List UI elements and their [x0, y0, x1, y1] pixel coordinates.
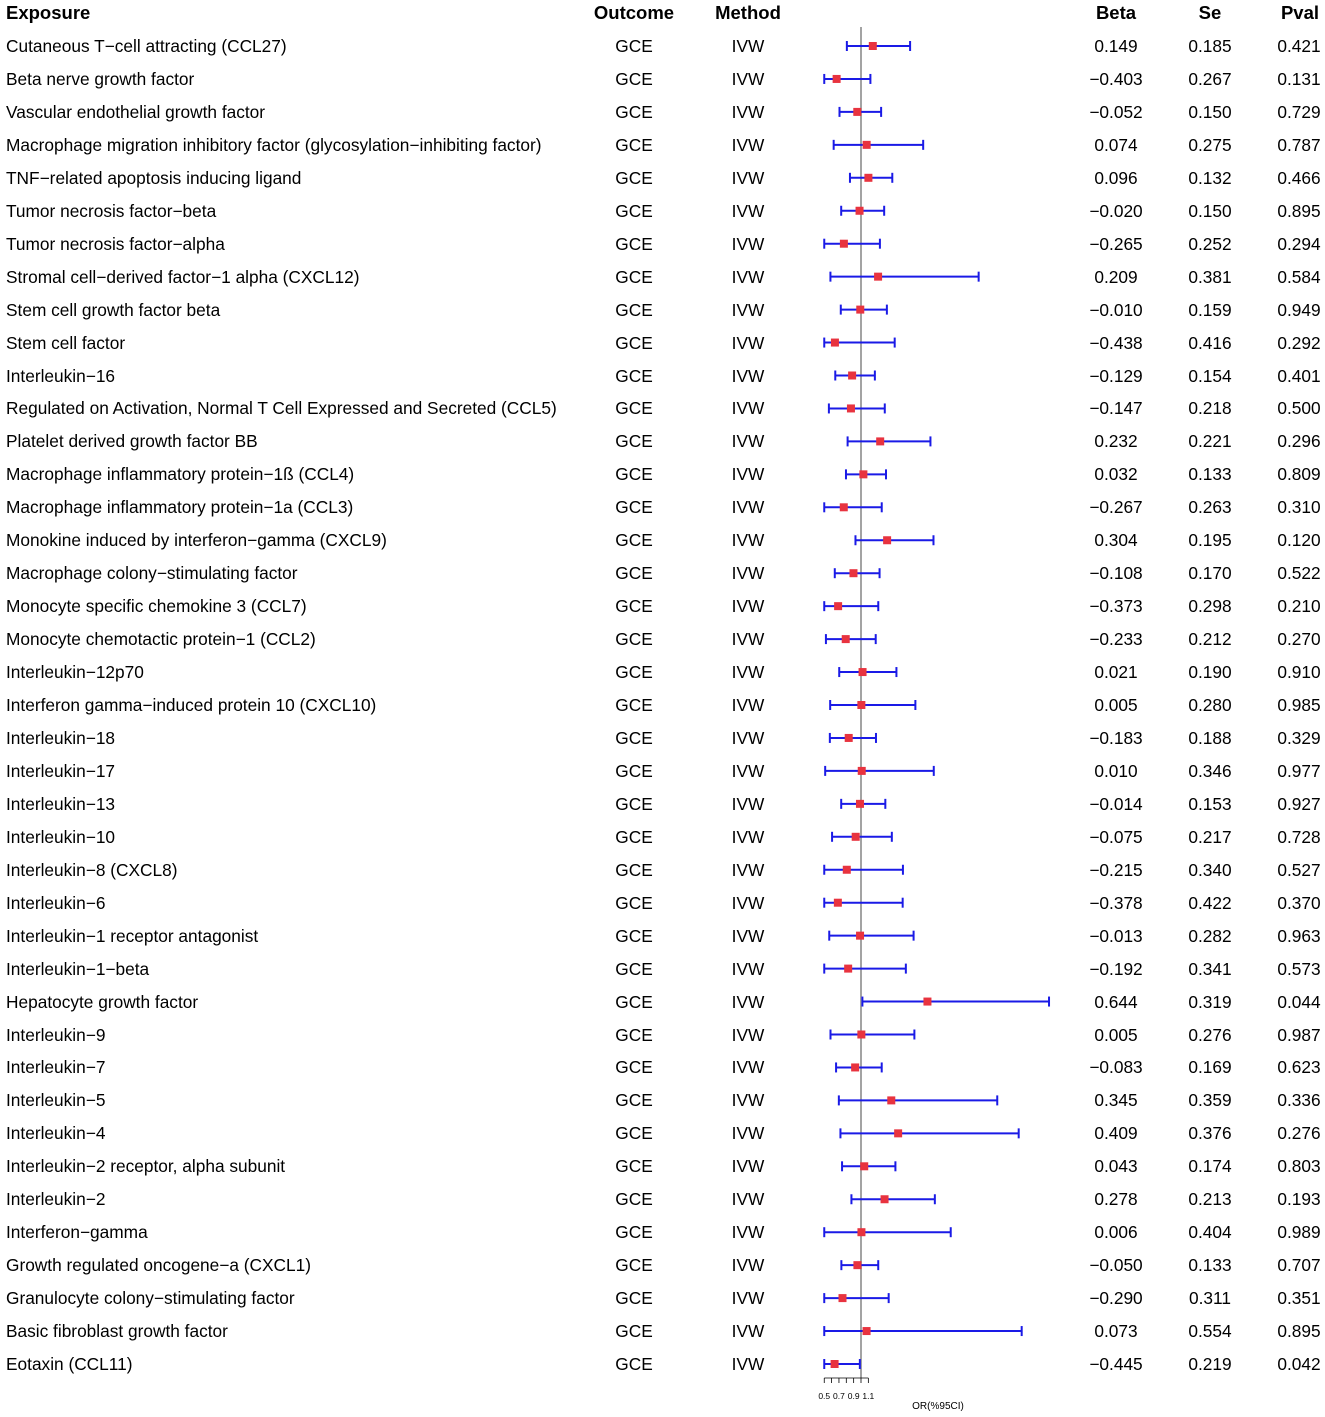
se-cell: 0.150: [1188, 200, 1232, 221]
beta-cell: −0.192: [1089, 958, 1143, 979]
se-cell: 0.195: [1188, 530, 1232, 551]
x-tick-label: 0.7: [833, 1391, 845, 1401]
exposure-cell: Interleukin−12p70: [6, 662, 144, 683]
exposure-cell: Macrophage inflammatory protein−1ß (CCL4): [6, 464, 355, 485]
x-tick-label: 0.5: [818, 1391, 831, 1401]
header-pval: Pval: [1280, 2, 1320, 23]
se-cell: 0.319: [1188, 991, 1232, 1012]
method-cell: IVW: [731, 233, 765, 254]
outcome-cell: GCE: [615, 530, 653, 551]
se-cell: 0.376: [1188, 1123, 1232, 1144]
beta-cell: 0.644: [1094, 991, 1138, 1012]
method-cell: IVW: [731, 695, 765, 715]
pval-cell: 0.989: [1277, 1222, 1321, 1243]
beta-cell: 0.006: [1094, 1222, 1138, 1243]
beta-cell: 0.304: [1094, 530, 1138, 551]
method-cell: IVW: [731, 365, 765, 386]
table-row: [0, 1123, 1325, 1143]
method-cell: IVW: [731, 1288, 765, 1309]
se-cell: 0.346: [1188, 760, 1232, 781]
se-cell: 0.263: [1188, 497, 1232, 518]
outcome-cell: GCE: [615, 958, 653, 979]
beta-cell: 0.409: [1094, 1123, 1138, 1144]
outcome-cell: GCE: [615, 1057, 653, 1078]
outcome-cell: GCE: [615, 760, 653, 781]
outcome-cell: GCE: [615, 596, 653, 617]
outcome-cell: GCE: [615, 200, 653, 221]
method-cell: IVW: [731, 134, 765, 155]
beta-cell: 0.010: [1094, 760, 1138, 781]
table-row: [0, 1156, 1325, 1176]
beta-cell: −0.267: [1089, 497, 1143, 518]
outcome-cell: GCE: [615, 1123, 653, 1144]
method-cell: IVW: [731, 431, 765, 452]
outcome-cell: GCE: [615, 1288, 653, 1309]
method-cell: IVW: [731, 727, 765, 748]
method-cell: IVW: [731, 859, 765, 880]
beta-cell: 0.005: [1094, 1024, 1138, 1045]
table-row: [0, 992, 1325, 1012]
pval-cell: 0.623: [1277, 1057, 1321, 1078]
table-row: [0, 102, 1325, 122]
beta-cell: −0.147: [1089, 398, 1143, 419]
se-cell: 0.282: [1188, 925, 1232, 946]
outcome-cell: GCE: [615, 1024, 653, 1045]
method-cell: IVW: [731, 530, 765, 551]
method-cell: IVW: [731, 662, 765, 683]
exposure-cell: Interleukin−17: [6, 760, 116, 781]
se-cell: 0.133: [1188, 1255, 1232, 1276]
pval-cell: 0.963: [1277, 925, 1321, 946]
se-cell: 0.381: [1188, 266, 1232, 287]
method-cell: IVW: [731, 167, 765, 188]
outcome-cell: GCE: [615, 398, 653, 419]
se-cell: 0.150: [1188, 101, 1232, 122]
method-cell: IVW: [731, 1090, 765, 1111]
method-cell: IVW: [731, 1255, 765, 1276]
table-row: [0, 1288, 1325, 1308]
method-cell: IVW: [731, 464, 765, 485]
outcome-cell: GCE: [615, 332, 653, 353]
method-cell: IVW: [731, 299, 765, 320]
outcome-cell: GCE: [615, 68, 653, 89]
beta-cell: −0.438: [1089, 332, 1143, 353]
se-cell: 0.132: [1188, 167, 1232, 188]
method-cell: IVW: [731, 958, 765, 979]
se-cell: 0.554: [1188, 1321, 1232, 1342]
pval-cell: 0.042: [1277, 1354, 1321, 1374]
exposure-cell: Interleukin−8 (CXCL8): [6, 859, 178, 880]
method-cell: IVW: [731, 1321, 765, 1342]
x-tick-label: 1.1: [862, 1391, 875, 1401]
se-cell: 0.404: [1188, 1222, 1232, 1243]
pval-cell: 0.466: [1277, 167, 1321, 188]
exposure-cell: Platelet derived growth factor BB: [6, 431, 258, 452]
outcome-cell: GCE: [615, 167, 653, 188]
exposure-cell: Hepatocyte growth factor: [6, 991, 199, 1012]
method-cell: IVW: [731, 497, 765, 518]
pval-cell: 0.370: [1277, 892, 1321, 913]
method-cell: IVW: [731, 596, 765, 617]
method-cell: IVW: [731, 1156, 765, 1177]
se-cell: 0.190: [1188, 662, 1232, 683]
exposure-cell: Macrophage inflammatory protein−1a (CCL3): [6, 497, 354, 518]
method-cell: IVW: [731, 1222, 765, 1243]
pval-cell: 0.895: [1277, 1321, 1321, 1342]
exposure-cell: Macrophage migration inhibitory factor (glycosylation−inhibiting factor): [6, 134, 542, 155]
pval-cell: 0.803: [1277, 1156, 1321, 1177]
outcome-cell: GCE: [615, 464, 653, 485]
pval-cell: 0.296: [1277, 431, 1321, 452]
beta-cell: −0.014: [1089, 793, 1143, 814]
method-cell: IVW: [731, 1189, 765, 1210]
pval-cell: 0.987: [1277, 1024, 1321, 1045]
table-row: [0, 168, 1325, 188]
outcome-cell: GCE: [615, 266, 653, 287]
table-row: [0, 530, 1325, 550]
table-row: [0, 431, 1325, 451]
pval-cell: 0.927: [1277, 793, 1321, 814]
outcome-cell: GCE: [615, 1255, 653, 1276]
table-row: [0, 926, 1325, 946]
se-cell: 0.221: [1188, 431, 1232, 452]
method-cell: IVW: [731, 826, 765, 847]
method-cell: IVW: [731, 1024, 765, 1045]
method-cell: IVW: [731, 1123, 765, 1144]
table-row: [0, 234, 1325, 254]
table-row: [0, 893, 1325, 913]
pval-cell: 0.584: [1277, 266, 1321, 287]
pval-cell: 0.329: [1277, 727, 1321, 748]
method-cell: IVW: [731, 398, 765, 419]
pval-cell: 0.728: [1277, 826, 1321, 847]
se-cell: 0.340: [1188, 859, 1232, 880]
table-row: [0, 629, 1325, 649]
exposure-cell: Interferon gamma−induced protein 10 (CXCL10): [6, 695, 377, 715]
pval-cell: 0.421: [1277, 36, 1321, 56]
outcome-cell: GCE: [615, 925, 653, 946]
exposure-cell: Macrophage colony−stimulating factor: [6, 563, 298, 584]
table-row: [0, 827, 1325, 847]
beta-cell: 0.096: [1094, 167, 1138, 188]
outcome-cell: GCE: [615, 233, 653, 254]
method-cell: IVW: [731, 36, 765, 56]
se-cell: 0.188: [1188, 727, 1232, 748]
method-cell: IVW: [731, 101, 765, 122]
outcome-cell: GCE: [615, 365, 653, 386]
outcome-cell: GCE: [615, 431, 653, 452]
table-row: [0, 267, 1325, 287]
table-row: [0, 464, 1325, 484]
pval-cell: 0.292: [1277, 332, 1321, 353]
exposure-cell: Stem cell growth factor beta: [6, 299, 221, 320]
x-axis-label: OR(%95CI): [912, 1401, 964, 1412]
beta-cell: −0.215: [1089, 859, 1143, 880]
pval-cell: 0.573: [1277, 958, 1321, 979]
se-cell: 0.185: [1188, 36, 1232, 56]
method-cell: IVW: [731, 629, 765, 650]
table-row: [0, 596, 1325, 616]
table-row: [0, 1222, 1325, 1242]
outcome-cell: GCE: [615, 1156, 653, 1177]
se-cell: 0.153: [1188, 793, 1232, 814]
exposure-cell: Regulated on Activation, Normal T Cell Expressed and Secreted (CCL5): [6, 398, 557, 419]
se-cell: 0.341: [1188, 958, 1232, 979]
exposure-cell: Tumor necrosis factor−beta: [6, 200, 217, 221]
method-cell: IVW: [731, 793, 765, 814]
pval-cell: 0.131: [1277, 68, 1321, 89]
pval-cell: 0.985: [1277, 695, 1321, 715]
header-exposure: Exposure: [6, 2, 91, 23]
outcome-cell: GCE: [615, 299, 653, 320]
table-row: [0, 662, 1325, 682]
exposure-cell: Interleukin−7: [6, 1057, 106, 1078]
exposure-cell: Interleukin−16: [6, 365, 116, 386]
method-cell: IVW: [731, 925, 765, 946]
table-row: [0, 728, 1325, 748]
exposure-cell: Interleukin−6: [6, 892, 106, 913]
table-row: [0, 1255, 1325, 1275]
beta-cell: 0.345: [1094, 1090, 1138, 1111]
outcome-cell: GCE: [615, 629, 653, 650]
beta-cell: −0.129: [1089, 365, 1143, 386]
beta-cell: −0.052: [1089, 101, 1143, 122]
beta-cell: 0.021: [1094, 662, 1138, 683]
outcome-cell: GCE: [615, 826, 653, 847]
exposure-cell: Cutaneous T−cell attracting (CCL27): [6, 36, 287, 56]
table-row: [0, 1090, 1325, 1110]
outcome-cell: GCE: [615, 134, 653, 155]
pval-cell: 0.949: [1277, 299, 1321, 320]
pval-cell: 0.276: [1277, 1123, 1321, 1144]
se-cell: 0.154: [1188, 365, 1232, 386]
pval-cell: 0.910: [1277, 662, 1321, 683]
exposure-cell: Basic fibroblast growth factor: [6, 1321, 228, 1342]
exposure-cell: Interleukin−4: [6, 1123, 106, 1144]
pval-cell: 0.787: [1277, 134, 1321, 155]
exposure-cell: Monokine induced by interferon−gamma (CXCL9): [6, 530, 387, 551]
exposure-cell: Interleukin−13: [6, 793, 116, 814]
method-cell: IVW: [731, 991, 765, 1012]
table-row: [0, 959, 1325, 979]
x-axis: [818, 1378, 874, 1401]
beta-cell: −0.265: [1089, 233, 1143, 254]
beta-cell: −0.020: [1089, 200, 1143, 221]
pval-cell: 0.977: [1277, 760, 1321, 781]
outcome-cell: GCE: [615, 1090, 653, 1111]
se-cell: 0.159: [1188, 299, 1232, 320]
beta-cell: −0.233: [1089, 629, 1143, 650]
table-row: [0, 761, 1325, 781]
se-cell: 0.422: [1188, 892, 1232, 913]
pval-cell: 0.120: [1277, 530, 1321, 551]
table-row: [0, 695, 1325, 715]
method-cell: IVW: [731, 68, 765, 89]
beta-cell: −0.378: [1089, 892, 1143, 913]
beta-cell: −0.290: [1089, 1288, 1143, 1309]
exposure-cell: Beta nerve growth factor: [6, 68, 195, 89]
method-cell: IVW: [731, 1057, 765, 1078]
se-cell: 0.219: [1188, 1354, 1232, 1374]
se-cell: 0.217: [1188, 826, 1232, 847]
table-row: [0, 1354, 1325, 1374]
table-row: [0, 497, 1325, 517]
se-cell: 0.212: [1188, 629, 1232, 650]
table-row: [0, 300, 1325, 320]
outcome-cell: GCE: [615, 793, 653, 814]
beta-cell: −0.373: [1089, 596, 1143, 617]
se-cell: 0.133: [1188, 464, 1232, 485]
outcome-cell: GCE: [615, 695, 653, 715]
table-row: [0, 1025, 1325, 1045]
exposure-cell: Stem cell factor: [6, 332, 126, 353]
beta-cell: 0.043: [1094, 1156, 1138, 1177]
outcome-cell: GCE: [615, 36, 653, 56]
pval-cell: 0.270: [1277, 629, 1321, 650]
exposure-cell: Monocyte chemotactic protein−1 (CCL2): [6, 629, 316, 650]
se-cell: 0.170: [1188, 563, 1232, 584]
method-cell: IVW: [731, 563, 765, 584]
beta-cell: −0.075: [1089, 826, 1143, 847]
beta-cell: 0.073: [1094, 1321, 1138, 1342]
header-outcome: Outcome: [593, 2, 675, 23]
beta-cell: −0.010: [1089, 299, 1143, 320]
pval-cell: 0.294: [1277, 233, 1321, 254]
pval-cell: 0.527: [1277, 859, 1321, 880]
pval-cell: 0.500: [1277, 398, 1321, 419]
table-row: [0, 1057, 1325, 1077]
outcome-cell: GCE: [615, 563, 653, 584]
pval-cell: 0.210: [1277, 596, 1321, 617]
outcome-cell: GCE: [615, 727, 653, 748]
exposure-cell: Interleukin−10: [6, 826, 116, 847]
beta-cell: −0.013: [1089, 925, 1143, 946]
exposure-cell: Interleukin−1 receptor antagonist: [6, 925, 259, 946]
method-cell: IVW: [731, 332, 765, 353]
se-cell: 0.275: [1188, 134, 1232, 155]
table-row: [0, 794, 1325, 814]
exposure-cell: Interleukin−5: [6, 1090, 106, 1111]
beta-cell: −0.445: [1089, 1354, 1143, 1374]
exposure-cell: Interleukin−1−beta: [6, 958, 150, 979]
exposure-cell: Growth regulated oncogene−a (CXCL1): [6, 1255, 312, 1276]
beta-cell: −0.108: [1089, 563, 1143, 584]
beta-cell: −0.403: [1089, 68, 1143, 89]
method-cell: IVW: [731, 1354, 765, 1374]
se-cell: 0.267: [1188, 68, 1232, 89]
outcome-cell: GCE: [615, 101, 653, 122]
beta-cell: −0.083: [1089, 1057, 1143, 1078]
beta-cell: 0.005: [1094, 695, 1138, 715]
header-method: Method: [715, 2, 781, 23]
pval-cell: 0.809: [1277, 464, 1321, 485]
pval-cell: 0.336: [1277, 1090, 1321, 1111]
se-cell: 0.276: [1188, 1024, 1232, 1045]
method-cell: IVW: [731, 760, 765, 781]
table-row: [0, 563, 1325, 583]
outcome-cell: GCE: [615, 662, 653, 683]
beta-cell: 0.232: [1094, 431, 1138, 452]
table-row: [0, 860, 1325, 880]
beta-cell: 0.209: [1094, 266, 1138, 287]
table-row: [0, 398, 1325, 418]
beta-cell: 0.032: [1094, 464, 1138, 485]
exposure-cell: Stromal cell−derived factor−1 alpha (CXCL12): [6, 266, 360, 287]
table-row: [0, 36, 1325, 56]
pval-cell: 0.729: [1277, 101, 1321, 122]
exposure-cell: Interferon−gamma: [6, 1222, 148, 1243]
table-row: [0, 69, 1325, 89]
exposure-cell: Interleukin−18: [6, 727, 116, 748]
pval-cell: 0.351: [1277, 1288, 1321, 1309]
table-row: [0, 201, 1325, 221]
pval-cell: 0.522: [1277, 563, 1321, 584]
se-cell: 0.169: [1188, 1057, 1232, 1078]
pval-cell: 0.707: [1277, 1255, 1321, 1276]
table-row: [0, 135, 1325, 155]
exposure-cell: Interleukin−2: [6, 1189, 106, 1210]
exposure-cell: Monocyte specific chemokine 3 (CCL7): [6, 596, 307, 617]
method-cell: IVW: [731, 266, 765, 287]
se-cell: 0.252: [1188, 233, 1232, 254]
method-cell: IVW: [731, 892, 765, 913]
pval-cell: 0.193: [1277, 1189, 1321, 1210]
se-cell: 0.311: [1189, 1288, 1231, 1309]
outcome-cell: GCE: [615, 497, 653, 518]
table-row: [0, 333, 1325, 353]
exposure-cell: TNF−related apoptosis inducing ligand: [6, 167, 302, 188]
outcome-cell: GCE: [615, 859, 653, 880]
se-cell: 0.359: [1188, 1090, 1232, 1111]
se-cell: 0.280: [1188, 695, 1232, 715]
x-tick-label: 0.9: [847, 1391, 860, 1401]
pval-cell: 0.895: [1277, 200, 1321, 221]
table-row: [0, 366, 1325, 386]
table-row: [0, 1321, 1325, 1341]
se-cell: 0.174: [1188, 1156, 1232, 1177]
outcome-cell: GCE: [615, 991, 653, 1012]
beta-cell: 0.149: [1094, 36, 1138, 56]
beta-cell: −0.183: [1089, 727, 1143, 748]
se-cell: 0.218: [1188, 398, 1232, 419]
header-se: Se: [1198, 2, 1222, 23]
exposure-cell: Interleukin−2 receptor, alpha subunit: [6, 1156, 286, 1177]
pval-cell: 0.310: [1277, 497, 1321, 518]
se-cell: 0.416: [1188, 332, 1232, 353]
exposure-cell: Eotaxin (CCL11): [6, 1354, 133, 1374]
outcome-cell: GCE: [615, 1354, 653, 1374]
method-cell: IVW: [731, 200, 765, 221]
exposure-cell: Interleukin−9: [6, 1024, 106, 1045]
pval-cell: 0.044: [1277, 991, 1321, 1012]
se-cell: 0.298: [1188, 596, 1232, 617]
outcome-cell: GCE: [615, 892, 653, 913]
beta-cell: 0.278: [1094, 1189, 1138, 1210]
exposure-cell: Vascular endothelial growth factor: [6, 101, 266, 122]
exposure-cell: Tumor necrosis factor−alpha: [6, 233, 225, 254]
exposure-cell: Granulocyte colony−stimulating factor: [6, 1288, 295, 1309]
header-beta: Beta: [1095, 2, 1137, 23]
pval-cell: 0.401: [1277, 365, 1321, 386]
beta-cell: −0.050: [1089, 1255, 1143, 1276]
outcome-cell: GCE: [615, 1222, 653, 1243]
outcome-cell: GCE: [615, 1321, 653, 1342]
beta-cell: 0.074: [1094, 134, 1138, 155]
outcome-cell: GCE: [615, 1189, 653, 1210]
table-row: [0, 1189, 1325, 1209]
se-cell: 0.213: [1188, 1189, 1232, 1210]
